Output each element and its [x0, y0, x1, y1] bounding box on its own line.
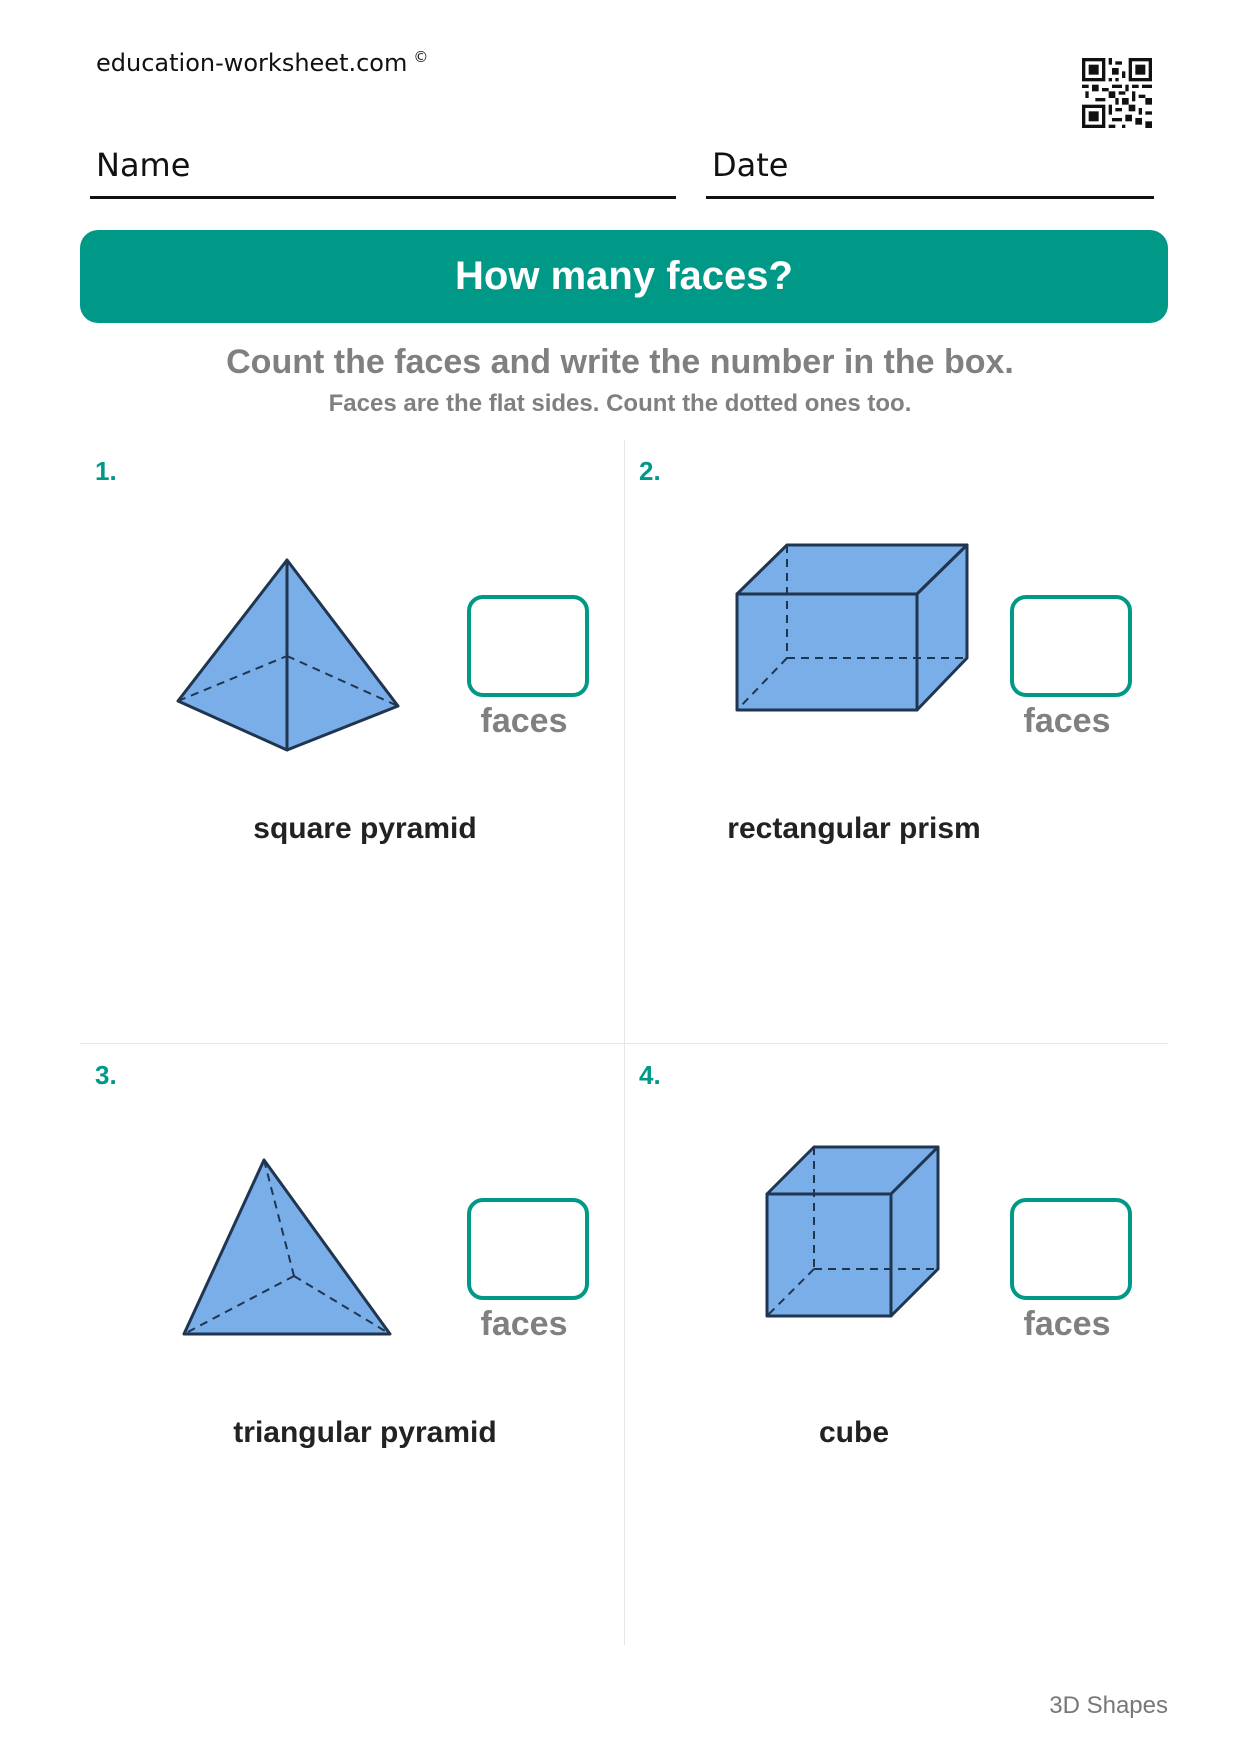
problem-3	[80, 1044, 624, 1644]
shape-name: rectangular prism	[727, 812, 981, 845]
instruction-sub: Faces are the flat sides. Count the dotted ones too.	[328, 390, 912, 417]
answer-box[interactable]	[467, 1198, 589, 1300]
rectangular-prism-icon	[732, 542, 982, 726]
faces-label: faces	[1023, 1305, 1111, 1343]
qr-code-icon	[1082, 58, 1152, 128]
problem-number: 2.	[639, 456, 661, 486]
worksheet-title-banner	[80, 230, 1168, 323]
problem-2	[624, 440, 1168, 1040]
answer-box[interactable]	[1010, 1198, 1132, 1300]
problem-1	[80, 440, 624, 1040]
shape-name: square pyramid	[253, 812, 477, 845]
answer-box[interactable]	[467, 595, 589, 697]
date-label: Date	[712, 146, 789, 184]
worksheet-title: How many faces?	[455, 254, 793, 298]
problem-number: 3.	[95, 1060, 117, 1090]
name-label: Name	[96, 146, 191, 184]
problem-4	[624, 1044, 1168, 1644]
triangular-pyramid-icon	[180, 1156, 400, 1346]
date-field[interactable]	[706, 142, 1154, 199]
site-url: education-worksheet.com	[96, 49, 408, 77]
footer-topic: 3D Shapes	[1049, 1692, 1168, 1719]
cube-icon	[764, 1144, 949, 1324]
faces-label: faces	[480, 1305, 568, 1343]
faces-label: faces	[1023, 702, 1111, 740]
shape-name: cube	[818, 1416, 890, 1449]
name-field[interactable]	[90, 142, 676, 199]
square-pyramid-icon	[170, 558, 420, 768]
answer-box[interactable]	[1010, 595, 1132, 697]
problem-number: 4.	[639, 1060, 661, 1090]
faces-label: faces	[480, 702, 568, 740]
problem-number: 1.	[95, 456, 117, 486]
site-name	[96, 48, 428, 77]
copyright-symbol: ©	[413, 48, 429, 66]
shape-name: triangular pyramid	[233, 1416, 497, 1449]
instruction-main: Count the faces and write the number in the box.	[226, 343, 1014, 381]
